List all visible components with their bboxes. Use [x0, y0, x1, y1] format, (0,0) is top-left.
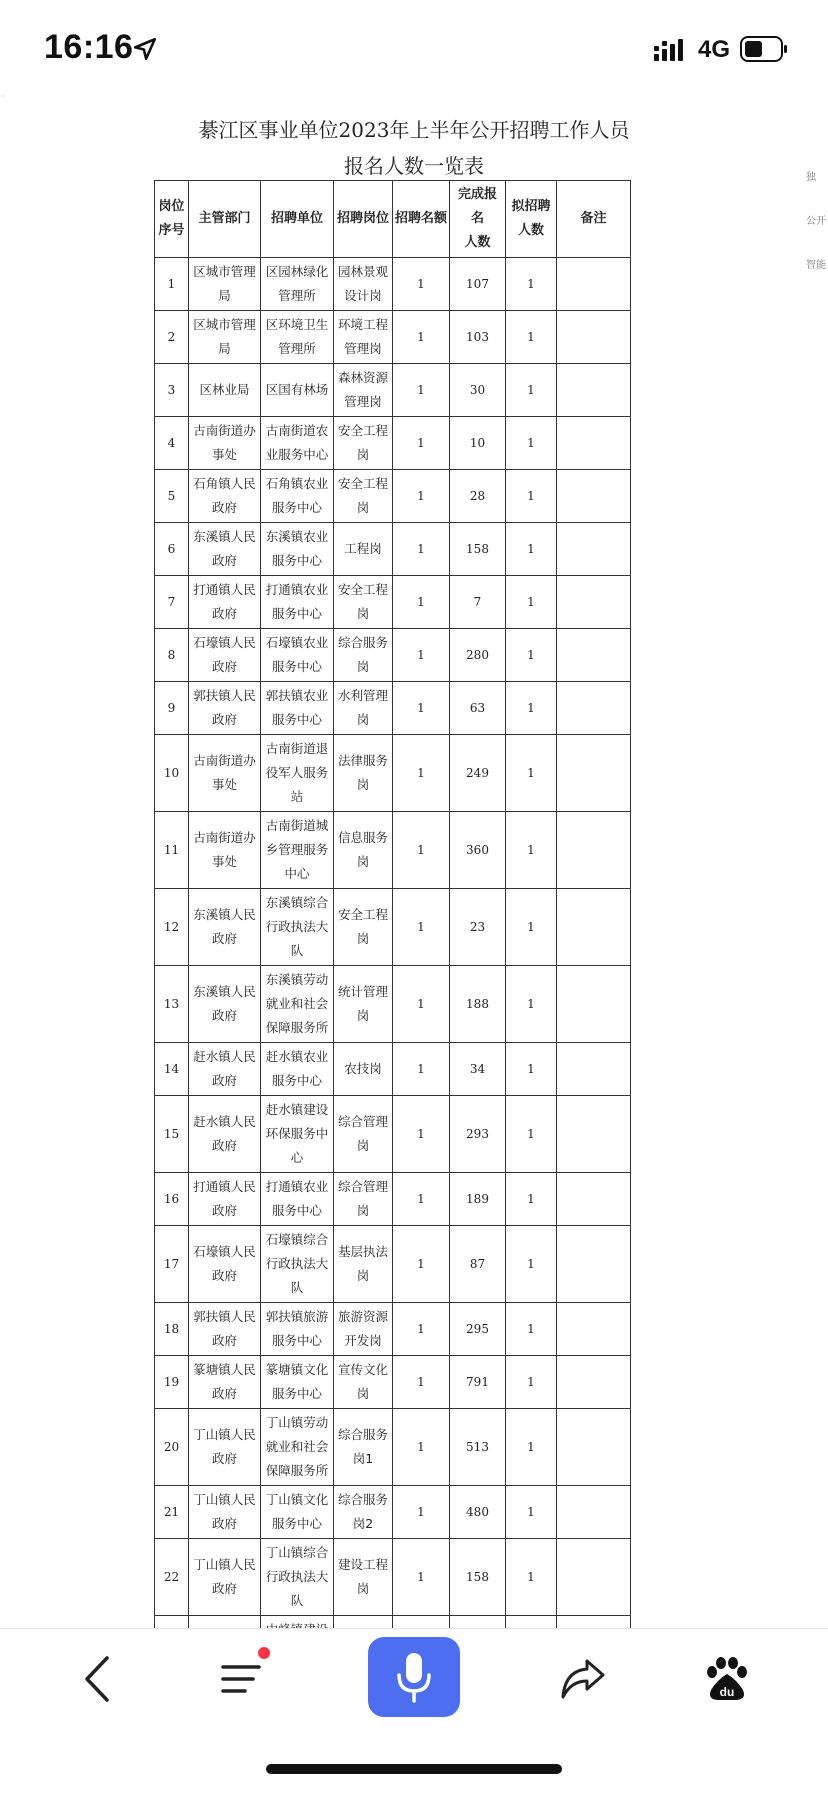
table-cell: 293 — [450, 1096, 506, 1173]
share-icon — [559, 1657, 607, 1701]
table-cell: 石壕镇人民 政府 — [189, 1226, 261, 1303]
table-cell: 区环境卫生 管理所 — [261, 311, 334, 364]
table-cell: 1 — [506, 966, 557, 1043]
table-cell: 宣传文化 岗 — [334, 1356, 393, 1409]
microphone-icon — [394, 1651, 434, 1703]
table-cell: 1 — [506, 1096, 557, 1173]
table-cell — [557, 576, 631, 629]
status-time: 16:16 — [44, 28, 134, 66]
table-cell: 丁山镇人民 政府 — [189, 1486, 261, 1539]
table-row — [155, 682, 631, 735]
table-cell: 1 — [393, 966, 450, 1043]
table-cell: 20 — [155, 1409, 189, 1486]
table-cell: 1 — [506, 364, 557, 417]
column-header: 岗位 序号 — [155, 181, 189, 258]
table-cell: 16 — [155, 1173, 189, 1226]
document-title: 綦江区事业单位2023年上半年公开招聘工作人员 — [198, 118, 630, 142]
table-row — [155, 311, 631, 364]
column-header: 拟招聘 人数 — [506, 181, 557, 258]
stray-mark: · — [2, 92, 5, 101]
table-body — [155, 258, 631, 1693]
document-subtitle: 报名人数一览表 — [344, 154, 484, 178]
baidu-button[interactable] — [682, 1629, 772, 1729]
table-row — [155, 966, 631, 1043]
table-cell — [557, 470, 631, 523]
table-cell: 1 — [506, 258, 557, 311]
table-cell: 赶水镇农业 服务中心 — [261, 1043, 334, 1096]
table-row — [155, 1409, 631, 1486]
table-cell: 1 — [393, 1043, 450, 1096]
table-cell: 石角镇人民 政府 — [189, 470, 261, 523]
table-cell: 赶水镇人民 政府 — [189, 1096, 261, 1173]
table-cell: 189 — [450, 1173, 506, 1226]
table-cell: 18 — [155, 1303, 189, 1356]
table-row — [155, 364, 631, 417]
table-cell: 区园林绿化 管理所 — [261, 258, 334, 311]
table-cell: 区林业局 — [189, 364, 261, 417]
table-cell: 1 — [393, 470, 450, 523]
recruitment-table — [154, 180, 631, 1693]
table-cell: 15 — [155, 1096, 189, 1173]
table-cell: 9 — [155, 682, 189, 735]
column-header: 招聘岗位 — [334, 181, 393, 258]
table-row — [155, 1096, 631, 1173]
table-cell: 水利管理 岗 — [334, 682, 393, 735]
table-cell: 丁山镇劳动 就业和社会 保障服务所 — [261, 1409, 334, 1486]
table-cell: 1 — [393, 682, 450, 735]
table-cell: 4 — [155, 417, 189, 470]
table-cell: 1 — [393, 364, 450, 417]
table-cell: 3 — [155, 364, 189, 417]
table-cell: 34 — [450, 1043, 506, 1096]
baidu-icon — [703, 1656, 751, 1702]
share-button[interactable] — [538, 1629, 628, 1729]
table-cell: 环境工程 管理岗 — [334, 311, 393, 364]
table-row — [155, 258, 631, 311]
table-row — [155, 629, 631, 682]
table-cell: 综合服务 岗2 — [334, 1486, 393, 1539]
table-row — [155, 1226, 631, 1303]
notification-badge — [258, 1647, 270, 1659]
table-header-row — [155, 181, 631, 258]
back-icon — [77, 1654, 117, 1704]
table-cell: 10 — [155, 735, 189, 812]
table-cell: 17 — [155, 1226, 189, 1303]
table-cell: 12 — [155, 889, 189, 966]
table-cell: 打通镇农业 服务中心 — [261, 1173, 334, 1226]
table-row — [155, 735, 631, 812]
table-cell: 农技岗 — [334, 1043, 393, 1096]
table-cell: 丁山镇综合 行政执法大 队 — [261, 1539, 334, 1616]
table-row — [155, 1043, 631, 1096]
column-header: 主管部门 — [189, 181, 261, 258]
table-cell: 建设工程 岗 — [334, 1539, 393, 1616]
table-cell: 1 — [393, 1539, 450, 1616]
document-viewer[interactable] — [0, 100, 828, 1628]
table-cell: 295 — [450, 1303, 506, 1356]
table-row — [155, 1303, 631, 1356]
table-cell: 园林景观 设计岗 — [334, 258, 393, 311]
table-cell: 基层执法 岗 — [334, 1226, 393, 1303]
table-cell: 1 — [393, 735, 450, 812]
table-cell — [557, 523, 631, 576]
table-cell: 1 — [506, 576, 557, 629]
table-cell: 1 — [393, 1303, 450, 1356]
table-cell: 8 — [155, 629, 189, 682]
table-row — [155, 812, 631, 889]
table-cell: 打通镇人民 政府 — [189, 576, 261, 629]
table-cell: 188 — [450, 966, 506, 1043]
table-cell: 郭扶镇人民 政府 — [189, 1303, 261, 1356]
table-cell: 统计管理 岗 — [334, 966, 393, 1043]
table-cell: 东溪镇人民 政府 — [189, 523, 261, 576]
table-cell: 5 — [155, 470, 189, 523]
table-cell: 14 — [155, 1043, 189, 1096]
table-cell: 19 — [155, 1356, 189, 1409]
table-cell: 1 — [506, 1356, 557, 1409]
table-cell: 丁山镇人民 政府 — [189, 1409, 261, 1486]
table-cell: 1 — [393, 1409, 450, 1486]
table-cell: 1 — [506, 1486, 557, 1539]
table-cell: 1 — [506, 1043, 557, 1096]
table-cell: 1 — [506, 889, 557, 966]
table-cell: 郭扶镇人民 政府 — [189, 682, 261, 735]
table-cell: 赶水镇建设 环保服务中 心 — [261, 1096, 334, 1173]
table-row — [155, 1356, 631, 1409]
table-cell — [557, 311, 631, 364]
table-cell: 打通镇人民 政府 — [189, 1173, 261, 1226]
network-type: 4G — [698, 36, 731, 63]
table-cell: 1 — [393, 417, 450, 470]
table-cell: 丁山镇文化 服务中心 — [261, 1486, 334, 1539]
table-cell: 23 — [450, 889, 506, 966]
table-cell: 综合服务 岗 — [334, 629, 393, 682]
table-cell: 安全工程 岗 — [334, 576, 393, 629]
table-cell: 10 — [450, 417, 506, 470]
table-cell: 791 — [450, 1356, 506, 1409]
table-row — [155, 470, 631, 523]
table-cell: 1 — [506, 1226, 557, 1303]
table-cell: 区城市管理 局 — [189, 311, 261, 364]
table-cell: 1 — [506, 1303, 557, 1356]
table-cell: 1 — [506, 1539, 557, 1616]
table-cell: 158 — [450, 1539, 506, 1616]
table-cell: 158 — [450, 523, 506, 576]
status-bar — [0, 0, 828, 100]
table-cell — [557, 966, 631, 1043]
table-cell: 篆塘镇人民 政府 — [189, 1356, 261, 1409]
table-cell — [557, 1303, 631, 1356]
table-cell: 石壕镇人民 政府 — [189, 629, 261, 682]
table-cell: 1 — [506, 523, 557, 576]
svg-text:du: du — [719, 1685, 735, 1699]
table-cell: 1 — [393, 576, 450, 629]
table-cell — [557, 1539, 631, 1616]
table-cell: 法律服务 岗 — [334, 735, 393, 812]
table-cell: 1 — [506, 735, 557, 812]
table-cell: 郭扶镇旅游 服务中心 — [261, 1303, 334, 1356]
table-cell: 古南街道办 事处 — [189, 417, 261, 470]
side-widget-public[interactable]: 公开 — [806, 216, 826, 227]
table-cell: 1 — [393, 523, 450, 576]
table-row — [155, 1173, 631, 1226]
table-cell: 1 — [393, 812, 450, 889]
table-cell: 古南街道农 业服务中心 — [261, 417, 334, 470]
table-cell: 7 — [155, 576, 189, 629]
table-cell: 石角镇农业 服务中心 — [261, 470, 334, 523]
table-cell: 古南街道城 乡管理服务 中心 — [261, 812, 334, 889]
table-row — [155, 576, 631, 629]
table-cell: 28 — [450, 470, 506, 523]
table-cell: 1 — [393, 1356, 450, 1409]
table-cell — [557, 1173, 631, 1226]
home-indicator[interactable] — [266, 1764, 562, 1774]
menu-icon — [219, 1659, 267, 1699]
table-cell: 107 — [450, 258, 506, 311]
table-cell — [557, 1486, 631, 1539]
table-cell: 郭扶镇农业 服务中心 — [261, 682, 334, 735]
table-cell: 22 — [155, 1539, 189, 1616]
table-cell: 1 — [393, 311, 450, 364]
table-cell: 综合管理 岗 — [334, 1173, 393, 1226]
table-cell: 1 — [506, 812, 557, 889]
table-cell: 古南街道办 事处 — [189, 735, 261, 812]
cellular-signal-icon — [654, 38, 688, 62]
table-cell: 249 — [450, 735, 506, 812]
table-cell: 1 — [506, 1173, 557, 1226]
table-cell — [557, 1226, 631, 1303]
table-cell: 森林资源 管理岗 — [334, 364, 393, 417]
table-cell: 1 — [506, 1409, 557, 1486]
table-cell: 古南街道办 事处 — [189, 812, 261, 889]
table-cell — [557, 889, 631, 966]
table-cell: 古南街道退 役军人服务 站 — [261, 735, 334, 812]
table-cell — [557, 1043, 631, 1096]
table-cell: 1 — [393, 1096, 450, 1173]
table-cell: 东溪镇人民 政府 — [189, 966, 261, 1043]
table-cell: 安全工程 岗 — [334, 889, 393, 966]
voice-search-button[interactable] — [368, 1637, 460, 1717]
table-cell: 工程岗 — [334, 523, 393, 576]
table-cell: 63 — [450, 682, 506, 735]
table-cell: 东溪镇综合 行政执法大 队 — [261, 889, 334, 966]
table-cell: 石壕镇农业 服务中心 — [261, 629, 334, 682]
table-cell: 513 — [450, 1409, 506, 1486]
table-cell — [557, 735, 631, 812]
side-widget-smart[interactable]: 智能 — [806, 260, 826, 271]
table-cell: 区城市管理 局 — [189, 258, 261, 311]
column-header: 招聘名额 — [393, 181, 450, 258]
table-cell — [557, 417, 631, 470]
back-button[interactable] — [52, 1629, 142, 1729]
table-cell — [557, 258, 631, 311]
table-row — [155, 889, 631, 966]
table-cell: 87 — [450, 1226, 506, 1303]
table-cell: 1 — [506, 417, 557, 470]
table-cell: 6 — [155, 523, 189, 576]
table-row — [155, 1486, 631, 1539]
table-cell — [557, 682, 631, 735]
table-cell: 1 — [506, 682, 557, 735]
table-cell: 1 — [393, 258, 450, 311]
table-cell: 篆塘镇文化 服务中心 — [261, 1356, 334, 1409]
table-cell: 13 — [155, 966, 189, 1043]
table-cell: 103 — [450, 311, 506, 364]
table-cell: 区国有林场 — [261, 364, 334, 417]
table-cell: 综合管理 岗 — [334, 1096, 393, 1173]
table-cell: 30 — [450, 364, 506, 417]
battery-icon — [740, 36, 788, 62]
table-cell: 480 — [450, 1486, 506, 1539]
table-cell: 11 — [155, 812, 189, 889]
table-cell — [557, 1096, 631, 1173]
table-cell: 21 — [155, 1486, 189, 1539]
table-cell — [557, 812, 631, 889]
table-cell: 1 — [506, 629, 557, 682]
column-header: 备注 — [557, 181, 631, 258]
table-cell: 东溪镇劳动 就业和社会 保障服务所 — [261, 966, 334, 1043]
table-cell: 安全工程 岗 — [334, 417, 393, 470]
column-header: 招聘单位 — [261, 181, 334, 258]
table-cell: 东溪镇人民 政府 — [189, 889, 261, 966]
table-cell: 1 — [393, 629, 450, 682]
table-cell: 360 — [450, 812, 506, 889]
table-cell: 赶水镇人民 政府 — [189, 1043, 261, 1096]
table-cell — [557, 629, 631, 682]
table-cell: 1 — [506, 311, 557, 364]
table-cell: 丁山镇人民 政府 — [189, 1539, 261, 1616]
table-cell: 1 — [393, 1173, 450, 1226]
table-cell: 1 — [393, 889, 450, 966]
location-arrow-icon — [132, 36, 158, 62]
table-cell: 安全工程 岗 — [334, 470, 393, 523]
side-widgets — [806, 168, 828, 300]
menu-button[interactable] — [198, 1629, 288, 1729]
table-cell — [557, 364, 631, 417]
table-cell: 信息服务 岗 — [334, 812, 393, 889]
table-cell: 280 — [450, 629, 506, 682]
table-cell: 1 — [155, 258, 189, 311]
table-cell: 7 — [450, 576, 506, 629]
table-cell: 2 — [155, 311, 189, 364]
table-cell: 1 — [506, 470, 557, 523]
table-cell: 旅游资源 开发岗 — [334, 1303, 393, 1356]
table-cell: 石壕镇综合 行政执法大 队 — [261, 1226, 334, 1303]
table-cell: 东溪镇农业 服务中心 — [261, 523, 334, 576]
column-header: 完成报名 人数 — [450, 181, 506, 258]
table-cell — [557, 1409, 631, 1486]
table-row — [155, 1539, 631, 1616]
table-row — [155, 523, 631, 576]
table-cell: 1 — [393, 1486, 450, 1539]
table-cell: 1 — [393, 1226, 450, 1303]
table-cell — [557, 1356, 631, 1409]
table-cell: 打通镇农业 服务中心 — [261, 576, 334, 629]
side-widget-listen[interactable]: 独 — [806, 172, 816, 183]
table-row — [155, 417, 631, 470]
table-cell: 综合服务 岗1 — [334, 1409, 393, 1486]
